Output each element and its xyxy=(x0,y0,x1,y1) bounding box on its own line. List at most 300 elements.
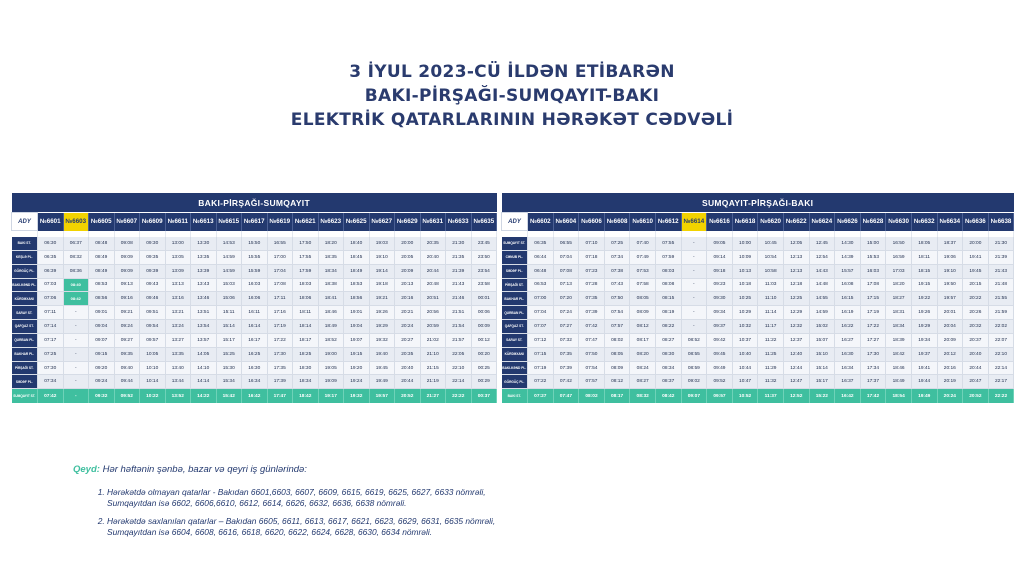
time-cell: 09:01 xyxy=(89,306,115,320)
time-cell: 07:57 xyxy=(604,320,630,334)
page-title xyxy=(0,60,1024,132)
time-cell: 09:35 xyxy=(140,250,166,264)
time-cell: 10:44 xyxy=(732,361,758,375)
time-cell: 18:20 xyxy=(886,278,912,292)
station-name: BAKI-KƏND PL. xyxy=(502,361,528,375)
time-cell: 13:16 xyxy=(165,292,191,306)
time-cell: 16:08 xyxy=(835,278,861,292)
time-cell: 09:04 xyxy=(89,320,115,334)
arrival-time: 07:47 xyxy=(553,389,579,404)
time-cell: 16:34 xyxy=(242,375,268,389)
arrival-time: 15:22 xyxy=(809,389,835,404)
time-cell: 07:20 xyxy=(553,292,579,306)
time-cell: 17:03 xyxy=(886,264,912,278)
time-cell: 07:25 xyxy=(604,237,630,250)
train-number: №6609 xyxy=(140,213,166,231)
time-cell: 07:27 xyxy=(553,320,579,334)
time-cell: 20:09 xyxy=(395,264,421,278)
time-cell: 08:37 xyxy=(655,375,681,389)
time-cell: 15:11 xyxy=(216,306,242,320)
time-cell: 09:08 xyxy=(114,237,140,250)
train-number: №6602 xyxy=(528,213,554,231)
time-cell: 21:48 xyxy=(988,278,1014,292)
time-cell: 07:28 xyxy=(579,278,605,292)
time-cell: 07:04 xyxy=(528,306,554,320)
train-number: №6607 xyxy=(114,213,140,231)
time-cell: 18:15 xyxy=(911,264,937,278)
time-cell: 19:45 xyxy=(963,264,989,278)
time-cell: 19:24 xyxy=(344,375,370,389)
time-cell: 06:39 xyxy=(38,264,64,278)
arrival-time: 17:47 xyxy=(267,389,293,404)
time-cell: 18:53 xyxy=(344,278,370,292)
time-cell: 00:20 xyxy=(471,347,497,361)
time-cell: 15:59 xyxy=(242,264,268,278)
time-cell: 10:09 xyxy=(732,250,758,264)
time-cell: 08:20 xyxy=(630,347,656,361)
time-cell: 17:15 xyxy=(860,292,886,306)
station-name: PİRŞAĞI ST. xyxy=(12,361,38,375)
time-cell: 09:23 xyxy=(707,278,733,292)
time-cell: 20:24 xyxy=(395,320,421,334)
time-cell: 15:55 xyxy=(242,250,268,264)
time-cell: 15:10 xyxy=(809,347,835,361)
time-cell: 19:04 xyxy=(344,320,370,334)
station-name: BAKI-KƏND PL. xyxy=(12,278,38,292)
time-cell: 07:39 xyxy=(579,306,605,320)
train-number: №6625 xyxy=(344,213,370,231)
time-cell: 07:34 xyxy=(38,375,64,389)
time-cell: 06:53 xyxy=(528,278,554,292)
time-cell: 21:55 xyxy=(988,292,1014,306)
time-cell: 18:06 xyxy=(293,292,319,306)
notes-label: Qeyd: xyxy=(73,464,100,475)
time-cell: 07:42 xyxy=(553,375,579,389)
station-name: SARAY ST. xyxy=(502,333,528,347)
time-cell: 21:39 xyxy=(988,250,1014,264)
time-cell: 18:39 xyxy=(886,333,912,347)
time-cell: 19:50 xyxy=(937,278,963,292)
time-cell: 07:58 xyxy=(630,278,656,292)
station-name: PİRŞAĞI ST. xyxy=(502,278,528,292)
time-cell: 22:14 xyxy=(988,361,1014,375)
time-cell: 15:30 xyxy=(216,361,242,375)
time-cell: 09:27 xyxy=(114,333,140,347)
time-cell: - xyxy=(63,333,89,347)
station-name: KÜRDƏXANI xyxy=(502,347,528,361)
train-number: №6634 xyxy=(937,213,963,231)
table-row xyxy=(12,237,497,250)
time-cell: 09:24 xyxy=(89,375,115,389)
time-cell: 20:00 xyxy=(963,237,989,250)
time-cell: 20:47 xyxy=(963,375,989,389)
time-cell: 21:57 xyxy=(446,333,472,347)
time-cell: 19:29 xyxy=(369,320,395,334)
time-cell: 16:30 xyxy=(242,361,268,375)
time-cell: 20:40 xyxy=(395,361,421,375)
time-cell: 10:45 xyxy=(758,237,784,250)
time-cell: 12:18 xyxy=(783,278,809,292)
station-name: QURBAN PL. xyxy=(502,306,528,320)
time-cell: 21:39 xyxy=(446,264,472,278)
train-number: №6612 xyxy=(655,213,681,231)
table-header: BAKI-PİRŞAĞI-SUMQAYIT xyxy=(12,193,497,213)
train-number: №6615 xyxy=(216,213,242,231)
time-cell: 20:44 xyxy=(395,375,421,389)
time-cell: 21:10 xyxy=(420,347,446,361)
time-cell: 21:35 xyxy=(446,250,472,264)
note-item xyxy=(107,487,495,508)
time-cell: 12:29 xyxy=(783,306,809,320)
time-cell: 08:32 xyxy=(63,250,89,264)
time-cell: 09:52 xyxy=(707,375,733,389)
table-row xyxy=(12,375,497,389)
time-cell: 21:59 xyxy=(988,306,1014,320)
time-cell: 13:09 xyxy=(165,264,191,278)
time-cell: 08:59 xyxy=(681,361,707,375)
time-cell: 08:34 xyxy=(655,361,681,375)
station-name: BAKHAR PL. xyxy=(12,347,38,361)
time-cell: 20:05 xyxy=(395,250,421,264)
time-cell: 14:48 xyxy=(809,278,835,292)
time-cell: 20:16 xyxy=(937,361,963,375)
time-cell: 14:53 xyxy=(216,237,242,250)
time-cell: 19:37 xyxy=(911,347,937,361)
time-cell: 07:19 xyxy=(528,361,554,375)
time-cell: 15:50 xyxy=(242,237,268,250)
arrival-time: 19:57 xyxy=(369,389,395,404)
time-cell: 14:39 xyxy=(835,250,861,264)
time-cell: 12:44 xyxy=(783,361,809,375)
time-cell: 23:58 xyxy=(471,278,497,292)
time-cell: 09:51 xyxy=(140,306,166,320)
time-cell: 23:45 xyxy=(471,237,497,250)
time-cell: 08:12 xyxy=(604,375,630,389)
time-cell: 18:37 xyxy=(937,237,963,250)
time-cell: 14:59 xyxy=(216,264,242,278)
time-cell: 07:15 xyxy=(528,347,554,361)
time-cell: 13:51 xyxy=(191,306,217,320)
time-cell: 14:43 xyxy=(809,264,835,278)
arrival-time: 18:42 xyxy=(293,389,319,404)
time-cell: 09:09 xyxy=(114,264,140,278)
table-row xyxy=(12,306,497,320)
time-cell: 21:51 xyxy=(446,306,472,320)
note-item xyxy=(107,516,495,537)
time-cell: 17:30 xyxy=(267,347,293,361)
time-cell: 09:40 xyxy=(114,361,140,375)
station-name: KÜRDƏXANI xyxy=(12,292,38,306)
ady-logo-icon: ADY xyxy=(508,219,521,225)
schedule-table-baku-sumqayit xyxy=(11,193,497,403)
arrival-time: 08:17 xyxy=(604,389,630,404)
time-cell: 08:05 xyxy=(630,292,656,306)
time-cell: 19:22 xyxy=(911,292,937,306)
time-cell: 09:39 xyxy=(140,264,166,278)
time-cell: 21:30 xyxy=(988,237,1014,250)
time-cell: 13:46 xyxy=(191,292,217,306)
time-cell: 15:02 xyxy=(809,320,835,334)
time-cell: 08:48 xyxy=(89,237,115,250)
time-cell: 09:45 xyxy=(707,347,733,361)
time-cell: 10:00 xyxy=(732,237,758,250)
time-cell: 21:54 xyxy=(446,320,472,334)
time-cell: 12:13 xyxy=(783,250,809,264)
time-cell: 18:49 xyxy=(318,320,344,334)
time-cell: 09:30 xyxy=(140,237,166,250)
time-cell: 07:03 xyxy=(38,278,64,292)
time-cell: 22:10 xyxy=(988,347,1014,361)
time-cell: 17:19 xyxy=(267,320,293,334)
time-cell: 15:03 xyxy=(216,278,242,292)
time-cell: 16:34 xyxy=(835,361,861,375)
time-cell: 19:34 xyxy=(911,333,937,347)
time-cell: 00:25 xyxy=(471,361,497,375)
time-cell: 22:17 xyxy=(988,375,1014,389)
time-cell: 20:12 xyxy=(937,347,963,361)
arrival-time: 18:54 xyxy=(886,389,912,404)
time-cell: 17:35 xyxy=(267,361,293,375)
time-cell: 10:58 xyxy=(758,264,784,278)
train-number: №6622 xyxy=(783,213,809,231)
time-cell: 18:11 xyxy=(293,306,319,320)
time-cell: 22:02 xyxy=(988,320,1014,334)
time-cell: 19:57 xyxy=(937,292,963,306)
time-cell: 12:25 xyxy=(783,292,809,306)
arrival-row xyxy=(502,389,1014,404)
time-cell: 13:57 xyxy=(191,333,217,347)
time-cell: 14:14 xyxy=(191,375,217,389)
time-cell: 13:05 xyxy=(165,250,191,264)
train-number: №6618 xyxy=(732,213,758,231)
time-cell: 17:55 xyxy=(293,250,319,264)
arrival-time: 14:22 xyxy=(191,389,217,404)
time-cell: 20:56 xyxy=(420,306,446,320)
time-cell: 13:35 xyxy=(191,250,217,264)
time-cell: 19:01 xyxy=(344,306,370,320)
time-cell: 18:34 xyxy=(293,375,319,389)
time-cell: 20:35 xyxy=(395,347,421,361)
time-cell: 16:03 xyxy=(242,278,268,292)
time-cell: 09:44 xyxy=(114,375,140,389)
time-cell: 08:09 xyxy=(630,306,656,320)
time-cell: 22:10 xyxy=(446,361,472,375)
time-cell: 17:30 xyxy=(860,347,886,361)
time-cell: 19:49 xyxy=(369,375,395,389)
time-cell: 14:59 xyxy=(809,306,835,320)
train-number: №6626 xyxy=(835,213,861,231)
time-cell: 13:24 xyxy=(165,320,191,334)
time-cell: 06:44 xyxy=(528,250,554,264)
table-row xyxy=(502,375,1014,389)
time-cell: 18:14 xyxy=(293,320,319,334)
time-cell: 19:15 xyxy=(911,278,937,292)
time-cell: - xyxy=(681,292,707,306)
time-cell: 08:08 xyxy=(655,278,681,292)
time-cell: 17:50 xyxy=(293,237,319,250)
time-cell: 10:47 xyxy=(732,375,758,389)
time-cell: 07:47 xyxy=(579,333,605,347)
time-cell: - xyxy=(63,375,89,389)
arrival-time: 11:37 xyxy=(758,389,784,404)
train-number: №6621 xyxy=(293,213,319,231)
arrival-time: 07:42 xyxy=(38,389,64,404)
time-cell: - xyxy=(681,264,707,278)
time-cell: 19:10 xyxy=(937,264,963,278)
time-cell: 08:55 xyxy=(681,347,707,361)
time-cell: 06:30 xyxy=(38,237,64,250)
time-cell: 16:25 xyxy=(242,347,268,361)
time-cell: 20:44 xyxy=(963,361,989,375)
time-cell: 18:30 xyxy=(293,361,319,375)
note-line: Sumqayıtdan isə 6602, 6606,6610, 6612, 6614, 6626, 6632, 6636, 6638 nömrəli. xyxy=(107,497,407,508)
time-cell: 15:14 xyxy=(216,320,242,334)
time-cell: 13:00 xyxy=(165,237,191,250)
time-cell: 14:10 xyxy=(191,361,217,375)
time-cell: 15:34 xyxy=(216,375,242,389)
note-line: 2. Hərəkətdə saxlanılan qatarlar – Bakıdan 6605, 6611, 6613, 6617, 6621, 6623, 6629, 6631, 6635 nömrəli, xyxy=(107,516,496,526)
time-cell: - xyxy=(681,306,707,320)
time-cell: 17:04 xyxy=(267,264,293,278)
time-cell: 20:09 xyxy=(937,333,963,347)
time-cell: 00:12 xyxy=(471,333,497,347)
time-cell: 07:00 xyxy=(528,292,554,306)
time-cell: 08:53 xyxy=(89,278,115,292)
time-cell: 07:35 xyxy=(579,292,605,306)
time-cell: 19:15 xyxy=(344,347,370,361)
train-number: №6629 xyxy=(395,213,421,231)
time-cell: 09:14 xyxy=(707,250,733,264)
train-number: №6630 xyxy=(886,213,912,231)
time-cell: 11:14 xyxy=(758,306,784,320)
time-cell: 07:59 xyxy=(655,250,681,264)
time-cell: 14:05 xyxy=(191,347,217,361)
time-cell: 00:06 xyxy=(471,306,497,320)
time-cell: 10:18 xyxy=(732,278,758,292)
time-cell: 14:59 xyxy=(216,250,242,264)
time-cell: 16:15 xyxy=(835,292,861,306)
time-cell: 10:32 xyxy=(732,320,758,334)
arrival-row xyxy=(12,389,497,404)
arrival-time: 20:24 xyxy=(937,389,963,404)
time-cell: 18:17 xyxy=(293,333,319,347)
time-cell: 19:00 xyxy=(318,347,344,361)
time-cell: 20:04 xyxy=(937,320,963,334)
time-cell: 13:43 xyxy=(191,278,217,292)
arrival-station: BAKI ST. xyxy=(502,389,528,404)
time-cell: 07:34 xyxy=(604,250,630,264)
time-cell: 07:07 xyxy=(528,320,554,334)
time-cell: 17:39 xyxy=(267,375,293,389)
time-cell: - xyxy=(63,361,89,375)
time-cell: 08:52 xyxy=(681,333,707,347)
time-cell: 09:37 xyxy=(707,320,733,334)
time-cell: 07:50 xyxy=(579,347,605,361)
time-cell: 07:04 xyxy=(553,250,579,264)
time-cell: 08:49 xyxy=(89,264,115,278)
time-cell: 18:20 xyxy=(318,237,344,250)
arrival-station: SUMQAYIT ST. xyxy=(12,389,38,404)
time-cell: 19:06 xyxy=(937,250,963,264)
time-cell: 18:34 xyxy=(318,264,344,278)
time-cell: 07:50 xyxy=(604,292,630,306)
arrival-time: 12:52 xyxy=(783,389,809,404)
time-cell: 15:25 xyxy=(216,347,242,361)
time-cell: 15:06 xyxy=(216,292,242,306)
time-cell: 08:02 xyxy=(604,333,630,347)
time-cell: 19:03 xyxy=(369,237,395,250)
time-cell: 08:12 xyxy=(630,320,656,334)
time-cell: 08:42 xyxy=(63,292,89,306)
time-cell: 22:14 xyxy=(446,375,472,389)
time-cell: 18:35 xyxy=(318,250,344,264)
time-cell: 07:24 xyxy=(553,306,579,320)
time-cell: 16:22 xyxy=(835,320,861,334)
time-cell: 18:34 xyxy=(886,320,912,334)
train-number: №6624 xyxy=(809,213,835,231)
time-cell: 18:46 xyxy=(318,306,344,320)
time-cell: 13:39 xyxy=(191,264,217,278)
time-cell: 22:07 xyxy=(988,333,1014,347)
train-number: №6611 xyxy=(165,213,191,231)
time-cell: - xyxy=(681,250,707,264)
time-cell: 12:32 xyxy=(783,320,809,334)
time-cell: 12:54 xyxy=(809,250,835,264)
time-cell: 20:48 xyxy=(420,278,446,292)
time-cell: 15:14 xyxy=(809,361,835,375)
time-cell: 18:38 xyxy=(318,278,344,292)
time-cell: 09:43 xyxy=(140,278,166,292)
table-row xyxy=(12,320,497,334)
table-row xyxy=(502,333,1014,347)
time-cell: 12:47 xyxy=(783,375,809,389)
time-cell: 20:27 xyxy=(395,333,421,347)
time-cell: 17:19 xyxy=(860,306,886,320)
arrival-time: 09:32 xyxy=(89,389,115,404)
time-cell: 21:15 xyxy=(420,361,446,375)
train-number: №6601 xyxy=(38,213,64,231)
time-cell: 18:46 xyxy=(886,361,912,375)
time-cell: - xyxy=(681,320,707,334)
time-cell: 08:22 xyxy=(655,320,681,334)
time-cell: 18:52 xyxy=(318,333,344,347)
station-name: KEŞLƏ PL. xyxy=(12,250,38,264)
time-cell: 19:26 xyxy=(911,306,937,320)
time-cell: 09:30 xyxy=(707,292,733,306)
time-cell: 11:22 xyxy=(758,333,784,347)
time-cell: 14:55 xyxy=(809,292,835,306)
arrival-time: 19:17 xyxy=(318,389,344,404)
time-cell: 07:14 xyxy=(38,320,64,334)
time-cell: 21:43 xyxy=(446,278,472,292)
time-cell: 09:54 xyxy=(140,320,166,334)
station-name: SARAY ST. xyxy=(12,306,38,320)
time-cell: 18:03 xyxy=(293,278,319,292)
time-cell: 09:16 xyxy=(114,292,140,306)
time-cell: 07:22 xyxy=(528,375,554,389)
time-cell: 19:45 xyxy=(369,361,395,375)
arrival-time: 09:07 xyxy=(681,389,707,404)
time-cell: 18:40 xyxy=(344,237,370,250)
table-row xyxy=(502,361,1014,375)
time-cell: 14:30 xyxy=(835,237,861,250)
time-cell: 07:23 xyxy=(579,264,605,278)
logo-cell xyxy=(502,213,528,231)
time-cell: 15:17 xyxy=(216,333,242,347)
time-cell: 08:19 xyxy=(655,306,681,320)
time-cell: 09:42 xyxy=(707,333,733,347)
time-cell: 06:55 xyxy=(553,237,579,250)
